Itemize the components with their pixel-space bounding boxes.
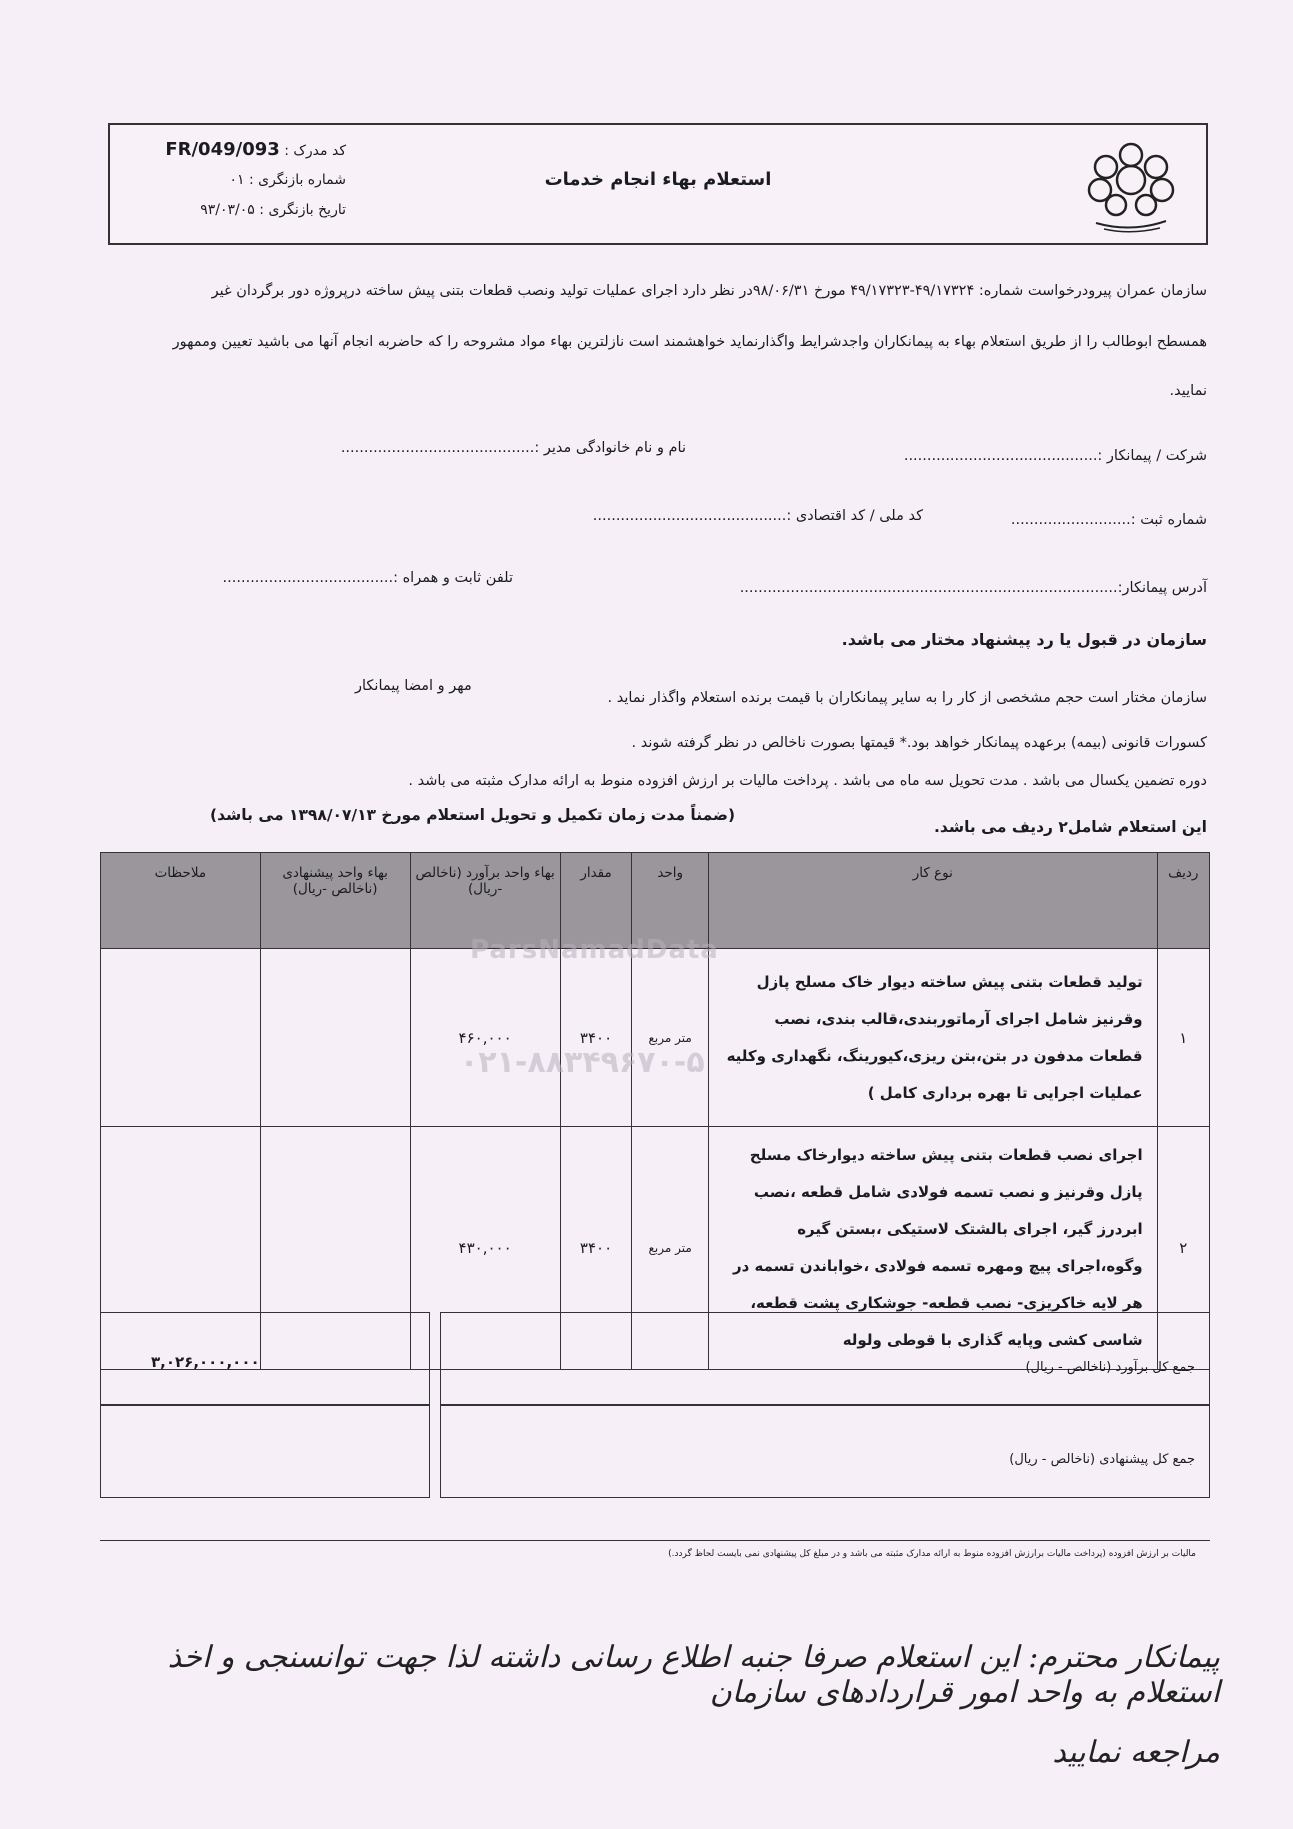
offer-total-row <box>100 1404 1210 1504</box>
handwritten-note-line-1: پیمانکار محترم: این استعلام صرفا جنبه اطلاع رسانی داشته لذا جهت توانسنجی و اخذ استعلام به واحد امور قراردادهای سازمان <box>167 1640 1220 1710</box>
accept-reject-term: سازمان در قبول یا رد پیشنهاد مختار می باشد. <box>841 630 1207 649</box>
col-notes: ملاحظات <box>101 853 261 949</box>
col-row: ردیف <box>1157 853 1209 949</box>
intro-line-2: همسطح ابوطالب را از طریق استعلام بهاء به پیمانکاران واجدشرایط واگذارنماید خواهشمند است نازلترین بهاء مواد مشروحه را که حاضربه انجام آنها می باشید تعیین وممهور <box>172 334 1207 350</box>
vat-note: مالیات بر ارزش افزوده (پرداخت مالیات برارزش افزوده منوط به ارائه مدارک مثبته می باشد و در مبلغ کل پیشنهادی نمی بایست لحاظ گردد.) <box>100 1540 1210 1570</box>
doc-code-label: کد مدرک : <box>284 143 346 159</box>
doc-code <box>126 135 346 165</box>
offer-total-value-cell[interactable] <box>100 1404 430 1498</box>
estimate-total-value: ۳,۰۲۶,۰۰۰,۰۰۰ <box>151 1353 260 1371</box>
col-est-price: بهاء واحد برآورد (ناخالص -ریال) <box>410 853 560 949</box>
row-offer-price[interactable] <box>260 949 410 1127</box>
estimate-total-value-cell <box>100 1312 430 1406</box>
estimate-total-row <box>100 1312 1210 1412</box>
row-estimate-price: ۴۶۰,۰۰۰ <box>410 949 560 1127</box>
guarantee-term: دوره تضمین یکسال می باشد . مدت تحویل سه ماه می باشد . پرداخت مالیات بر ارزش افزوده منوط به ارائه مدارک مثبته می باشد . <box>408 773 1207 789</box>
row-number: ۱ <box>1157 949 1209 1127</box>
revision-date: تاریخ بازنگری : ۹۳/۰۳/۰۵ <box>200 202 346 218</box>
revision-number: شماره بازنگری : ۰۱ <box>229 172 346 188</box>
row-description: اجرای نصب قطعات بتنی پیش ساخته دیوارخاک مسلح پازل وقرنیز و نصب تسمه فولادی شامل قطعه ،نصب ابردرز گیر، اجرای بالشتک لاستیکی ،بستن گیره وگوه،اجرای پیچ ومهره تسمه فولادی ،خواباندن تسمه در هر لایه خاکریزی- نصب قطعه- جوشکاری پشت قطعه، شاسی کشی وپایه گذاری با قوطی ولوله <box>708 1127 1157 1370</box>
table-row <box>101 949 1210 1127</box>
row-quantity: ۳۴۰۰ <box>560 1127 632 1370</box>
items-table <box>100 852 1210 1370</box>
manager-field: نام و نام خانوادگی مدیر :.......................................... <box>340 440 686 456</box>
company-field: شرکت / پیمانکار :.......................................... <box>903 448 1207 464</box>
row-description: تولید قطعات بتنی پیش ساخته دیوار خاک مسلح پازل وقرنیز شامل اجرای آرماتوربندی،قالب بندی، نصب قطعات مدفون در بتن،بتن ریزی،کیورینگ، نگهداری وکلیه عملیات اجرایی تا بهره برداری کامل ) <box>708 949 1157 1127</box>
volume-term: سازمان مختار است حجم مشخصی از کار را به سایر پیمانکاران با قیمت برنده استعلام واگذار نماید . <box>607 690 1207 706</box>
row-notes[interactable] <box>101 949 261 1127</box>
watermark-phone: ۰۲۱-۸۸۳۴۹۶۷۰-۵ <box>460 1045 705 1080</box>
address-field: آدرس پیمانکار:.................................................................................. <box>739 580 1207 596</box>
handwritten-note-line-2: مراجعه نمایید <box>1052 1735 1220 1770</box>
rows-count-term: این استعلام شامل۲ ردیف می باشد. <box>934 818 1207 836</box>
offer-total-label: جمع کل پیشنهادی (ناخالص - ریال) <box>1009 1452 1195 1467</box>
estimate-total-label: جمع کل برآورد (ناخالص - ریال) <box>1025 1360 1195 1375</box>
row-unit: متر مربع <box>632 949 708 1127</box>
row-unit: متر مربع <box>632 1127 708 1370</box>
offer-total-label-cell <box>440 1404 1210 1498</box>
col-unit: واحد <box>632 853 708 949</box>
row-estimate-price: ۴۳۰,۰۰۰ <box>410 1127 560 1370</box>
deadline-term: (ضمناً مدت زمان تکمیل و تحویل استعلام مورخ ۱۳۹۸/۰۷/۱۳ می باشد) <box>210 806 736 824</box>
col-offer-price: بهاء واحد پیشنهادی (ناخالص -ریال) <box>260 853 410 949</box>
phone-field: تلفن ثابت و همراه :..................................... <box>222 570 513 586</box>
table-header-row <box>101 853 1210 949</box>
national-code-field: کد ملی / کد اقتصادی :.......................................... <box>592 508 923 524</box>
watermark-brand: ParsNamadData <box>470 935 719 965</box>
document-header <box>108 123 1208 245</box>
deductions-term: کسورات قانونی (بیمه) برعهده پیمانکار خواهد بود.* قیمتها بصورت ناخالص در نظر گرفته شوند . <box>631 735 1207 751</box>
row-quantity: ۳۴۰۰ <box>560 949 632 1127</box>
estimate-total-label-cell <box>440 1312 1210 1406</box>
intro-line-1: سازمان عمران پیرودرخواست شماره: ۴۹/۱۷۳۲۴-۴۹/۱۷۳۲۳ مورخ ۹۸/۰۶/۳۱در نظر دارد اجرای عملیات تولید ونصب قطعات بتنی پیش ساخته درپروژه دور برگردان غیر <box>211 283 1207 299</box>
intro-line-3: نمایید. <box>1169 383 1207 399</box>
col-qty: مقدار <box>560 853 632 949</box>
form-title: استعلام بهاء انجام خدمات <box>544 169 772 190</box>
municipality-logo-icon <box>1076 135 1186 235</box>
signature-label: مهر و امضا پیمانکار <box>355 678 472 694</box>
col-type: نوع کار <box>708 853 1157 949</box>
doc-code-value: FR/049/093 <box>165 139 280 160</box>
registration-field: شماره ثبت :.......................... <box>1010 512 1207 528</box>
row-number: ۲ <box>1157 1127 1209 1370</box>
